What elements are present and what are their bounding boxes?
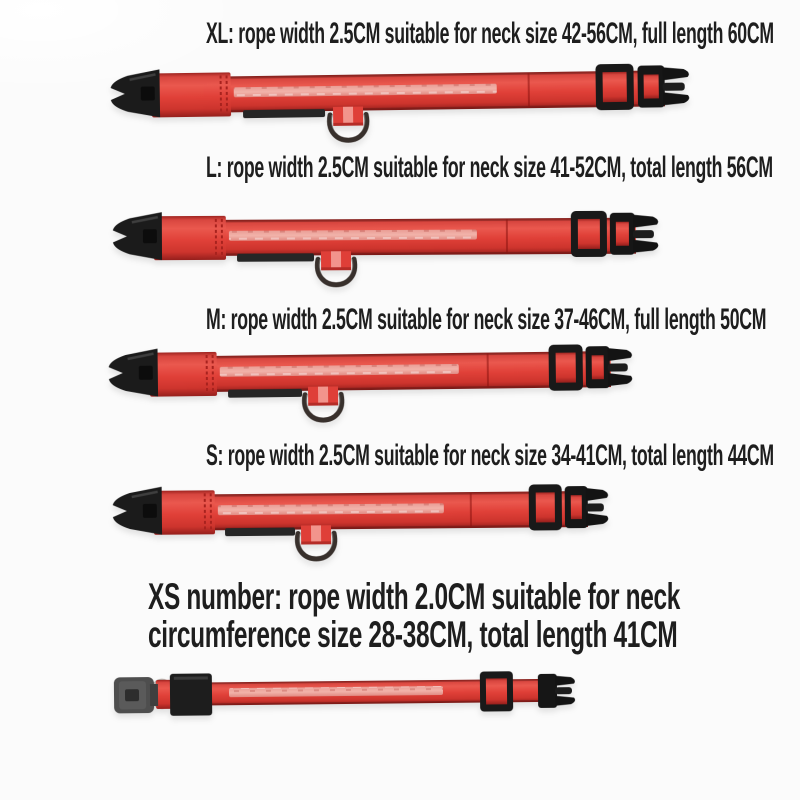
collar-image-xl [107,56,693,160]
under-keeper [243,109,325,118]
collar-image-l [110,204,662,303]
buckle-prong-bottom [633,240,658,253]
buckle-male-housing [538,674,557,708]
size-label-xs-line1: XS number: rope width 2.0CM suitable for neck [148,576,680,617]
under-keeper [225,528,295,537]
buckle-prong-bottom [608,373,632,386]
buckle-prong-top [633,215,658,228]
collar-image-s [110,477,613,577]
fold-section [151,72,231,117]
collar-image-xs [112,662,579,725]
buckle-prong-top [662,67,689,80]
buckle-center-tongue [608,363,628,371]
size-label-m: M: rope width 2.5CM suitable for neck size 37-46CM, full length 50CM [206,303,767,336]
collar-image-m [105,337,636,439]
under-keeper [237,253,314,261]
buckle-center-tongue [633,230,654,238]
buckle-center-tongue [555,687,572,694]
under-keeper [228,389,302,398]
size-label-l: L: rope width 2.5CM suitable for neck size 41-52CM, total length 56CM [206,151,773,184]
buckle-prong-top [608,348,632,361]
buckle-prong-bottom [586,513,608,526]
size-label-xl: XL: rope width 2.5CM suitable for neck size 42-56CM, full length 60CM [206,17,774,50]
size-label-xs-line2: circumference size 28-38CM, total length 41CM [148,614,678,655]
size-label-s: S: rope width 2.5CM suitable for neck size 34-41CM, total length 44CM [206,439,774,472]
buckle-prong-top [555,676,575,686]
buckle-prong-top [586,488,608,501]
buckle-center-tongue [663,83,685,91]
buckle-prong-bottom [663,92,690,105]
buckle-center-tongue [586,503,604,511]
buckle-prong-bottom [555,696,575,706]
